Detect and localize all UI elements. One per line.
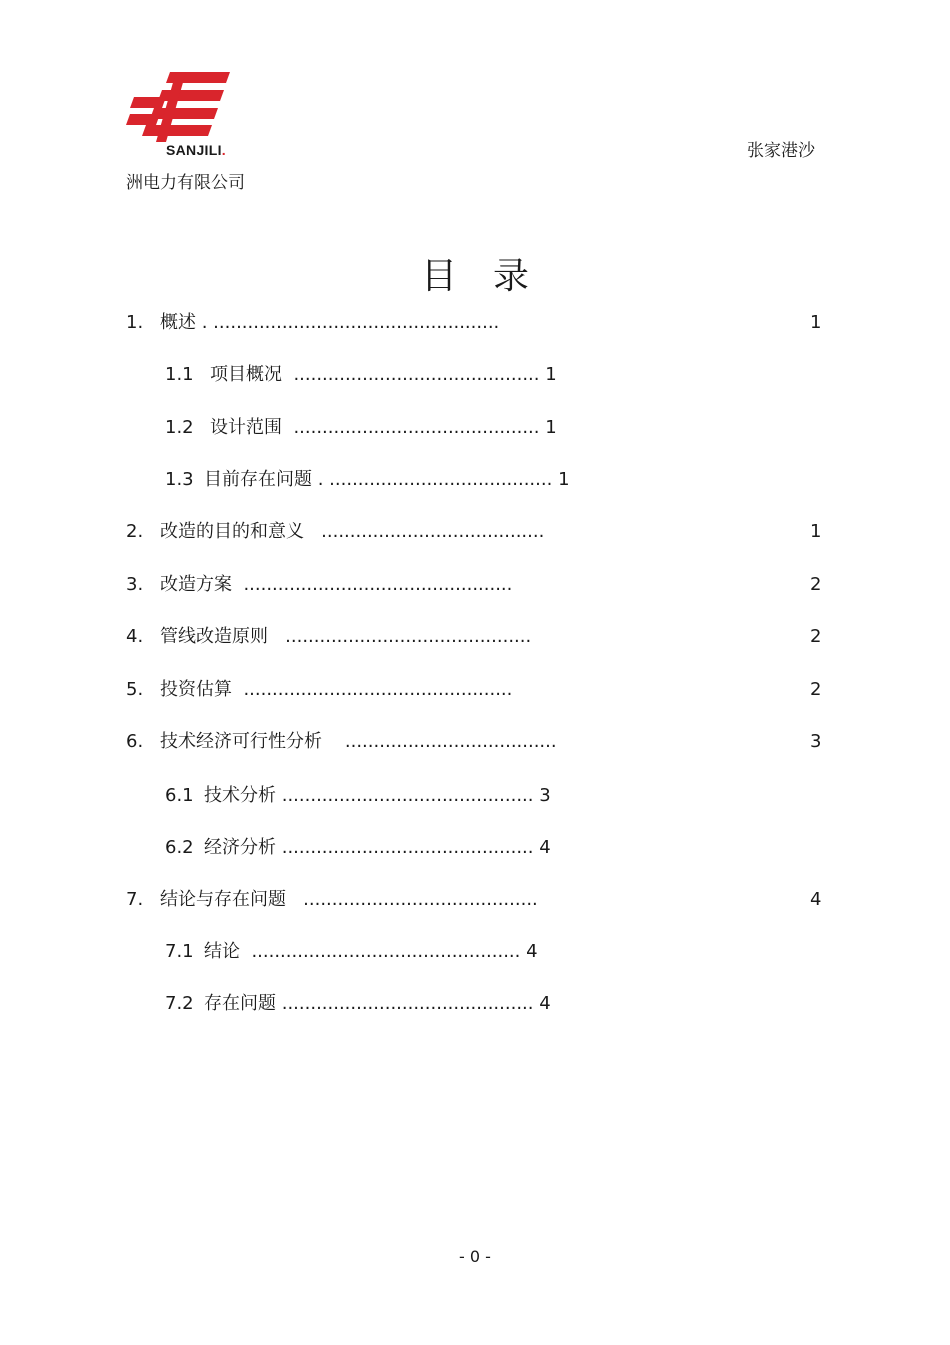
toc-entry-1-3[interactable]: 1.3 目前存在问题 . ....................................... 1 bbox=[165, 469, 570, 490]
toc-entry-7-2[interactable]: 7.2 存在问题 ............................................ 4 bbox=[165, 993, 551, 1014]
toc-page-2: 1 bbox=[810, 521, 822, 542]
company-name-part1: 张家港沙 bbox=[747, 141, 815, 161]
page-number-footer: - 0 - bbox=[459, 1247, 491, 1266]
sanjili-logo-icon bbox=[126, 70, 241, 142]
toc-entry-7-1[interactable]: 7.1 结论 ............................................... 4 bbox=[165, 941, 538, 962]
toc-entry-6-2[interactable]: 6.2 经济分析 ............................................ 4 bbox=[165, 837, 551, 858]
toc-entry-1[interactable]: 1. 概述 . .................................................. bbox=[126, 312, 500, 333]
toc-title: 目录 bbox=[420, 256, 565, 297]
toc-page-3: 2 bbox=[810, 574, 822, 595]
toc-entry-6[interactable]: 6. 技术经济可行性分析 ..................................... bbox=[126, 731, 557, 752]
company-name-part2: 洲电力有限公司 bbox=[126, 173, 245, 193]
toc-entry-4[interactable]: 4. 管线改造原则 ........................................... bbox=[126, 626, 532, 647]
toc-entry-3[interactable]: 3. 改造方案 ............................................... bbox=[126, 574, 513, 595]
toc-entry-5[interactable]: 5. 投资估算 ............................................... bbox=[126, 679, 513, 700]
toc-page-1: 1 bbox=[810, 312, 822, 333]
toc-entry-1-1[interactable]: 1.1 项目概况 ........................................... 1 bbox=[165, 364, 557, 385]
logo-wordmark: SANJILI. bbox=[166, 142, 226, 158]
toc-entry-2[interactable]: 2. 改造的目的和意义 ....................................... bbox=[126, 521, 545, 542]
toc-entry-6-1[interactable]: 6.1 技术分析 ............................................ 3 bbox=[165, 785, 551, 806]
toc-entry-1-2[interactable]: 1.2 设计范围 ........................................... 1 bbox=[165, 417, 557, 438]
toc-page-7: 4 bbox=[810, 889, 822, 910]
toc-page-4: 2 bbox=[810, 626, 822, 647]
toc-page-6: 3 bbox=[810, 731, 822, 752]
toc-entry-7[interactable]: 7. 结论与存在问题 ......................................... bbox=[126, 889, 538, 910]
sanjili-logo bbox=[126, 70, 241, 160]
toc-page-5: 2 bbox=[810, 679, 822, 700]
